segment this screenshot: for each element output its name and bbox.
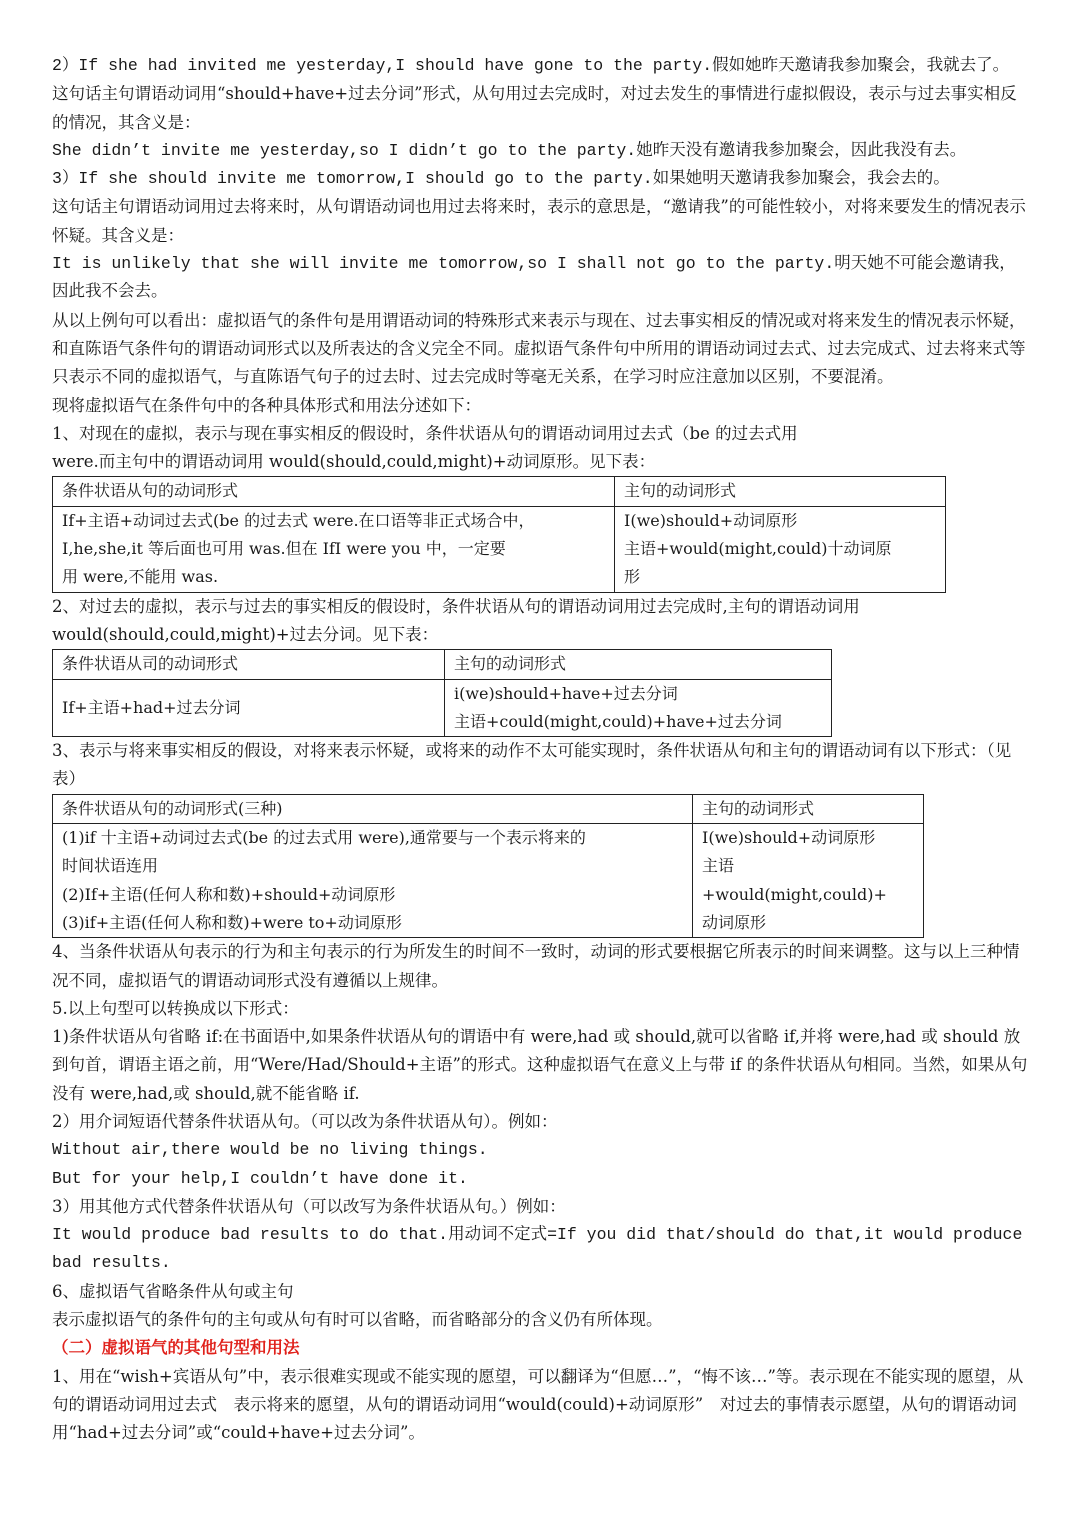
- paragraph: were.而主句中的谓语动词用 would(should,could,might)+动词原形。见下表：: [52, 452, 656, 472]
- table-cell: [693, 824, 924, 938]
- table-header-cell: 主句的动词形式: [693, 794, 924, 823]
- table-cell: [445, 679, 832, 737]
- table-row: [53, 679, 832, 737]
- table-header-cell: 条件状语从司的动词形式: [53, 650, 445, 679]
- paragraph: 3）用其他方式代替条件状语从句（可以改写为条件状语从句。）例如：: [52, 1196, 566, 1216]
- cell-line: 时间状语连用: [62, 856, 159, 876]
- paragraph: 3、表示与将来事实相反的假设，对将来表示怀疑，或将来的动作不太可能实现时，条件状语从句和主句的谓语动词有以下形式：（见表）: [52, 741, 1012, 789]
- paragraph: 2）If she had invited me yesterday,I should have gone to the party.假如她昨天邀请我参加聚会，我就去了。: [52, 56, 1010, 75]
- document-page: [52, 52, 1032, 1448]
- paragraph: 5.以上句型可以转换成以下形式：: [52, 998, 299, 1018]
- table-header-cell: 条件状语从句的动词形式(三种): [53, 794, 693, 823]
- paragraph: 从以上例句可以看出：虚拟语气的条件句是用谓语动词的特殊形式来表示与现在、过去事实相反的情况或对将来发生的情况表示怀疑，和直陈语气条件句的谓语动词形式以及所表达的含义完全不同。虚拟语气条件句中所用的谓语动词过去式、过去完成式、过去将来式等只表示不同的虚拟语气，与直陈语气句子的过去时、过去完成时等毫无关系，在学习时应注意加以区别，不要混淆。: [52, 310, 1026, 387]
- cell-line: (2)If+主语(任何人称和数)+should+动词原形: [62, 884, 396, 904]
- past-subjunctive-table: [52, 649, 832, 737]
- cell-line: I(we)should+动词原形: [624, 510, 798, 530]
- paragraph: 这句话主句谓语动词用过去将来时，从句谓语动词也用过去将来时，表示的意思是，“邀请我”的可能性较小，对将来要发生的情况表示怀疑。其含义是：: [52, 197, 1026, 245]
- table-header-row: [53, 650, 832, 679]
- paragraph: 6、虚拟语气省略条件从句或主句: [52, 1281, 294, 1301]
- paragraph: 这句话主句谓语动词用“should+have+过去分词”形式，从句用过去完成时，对过去发生的事情进行虚拟假设，表示与过去事实相反的情况，其含义是：: [52, 84, 1017, 132]
- cell-line: 主语+could(might,could)+have+过去分词: [454, 711, 782, 731]
- cell-line: I,he,she,it 等后面也可用 was.但在 IfI were you 中，一定要: [62, 539, 506, 559]
- paragraph: But for your help,I couldn’t have done it.: [52, 1168, 468, 1188]
- present-subjunctive-table: [52, 476, 946, 592]
- cell-line: (3)if+主语(任何人称和数)+were to+动词原形: [62, 912, 402, 932]
- table-row: [53, 506, 946, 592]
- cell-line: (1)if 十主语+动词过去式(be 的过去式用 were),通常要与一个表示将来的: [62, 828, 586, 848]
- paragraph: 1)条件状语从句省略 if:在书面语中,如果条件状语从句的谓语中有 were,had 或 should,就可以省略 if,并将 were,had 或 should 放到句首，谓语主语之前，用“Were/Had/Should+主语”的形式。这种虚拟语气在意义上与带 if 的条件状语从句相同。当然，如果从句没有 were,had,或 should,就不能省略 if.: [52, 1027, 1028, 1103]
- paragraph: 3）If she should invite me tomorrow,I should go to the party.如果她明天邀请我参加聚会，我会去的。: [52, 169, 950, 189]
- table-cell: If+主语+had+过去分词: [53, 679, 445, 737]
- paragraph: 2）用介词短语代替条件状语从句。（可以改为条件状语从句）。例如：: [52, 1111, 558, 1131]
- cell-line: +would(might,could)+: [702, 884, 887, 904]
- cell-line: 形: [624, 567, 641, 587]
- paragraph: 1、对现在的虚拟，表示与现在事实相反的假设时，条件状语从句的谓语动词用过去式（be 的过去式用: [52, 423, 798, 443]
- paragraph: 4、当条件状语从句表示的行为和主句表示的行为所发生的时间不一致时，动词的形式要根据它所表示的时间来调整。这与以上三种情况不同，虚拟语气的谓语动词形式没有遵循以上规律。: [52, 942, 1020, 990]
- cell-line: 动词原形: [702, 912, 767, 932]
- cell-line: 主语+would(might,could)十动词原: [624, 539, 892, 559]
- paragraph: It is unlikely that she will invite me tomorrow,so I shall not go to the party.明天她不可能会邀请我，因此我不会去。: [52, 254, 1016, 302]
- paragraph: 表示虚拟语气的条件句的主句或从句有时可以省略，而省略部分的含义仍有所体现。: [52, 1310, 663, 1330]
- table-row: [53, 824, 924, 938]
- future-subjunctive-table: [52, 794, 924, 938]
- paragraph: 现将虚拟语气在条件句中的各种具体形式和用法分述如下：: [52, 395, 481, 415]
- cell-line: If+主语+动词过去式(be 的过去式 were.在口语等非正式场合中，: [62, 510, 535, 530]
- table-header-row: [53, 477, 946, 506]
- table-cell: [53, 506, 615, 592]
- cell-line: 主语: [702, 856, 735, 876]
- paragraph: She didn’t invite me yesterday,so I didn’t go to the party.她昨天没有邀请我参加聚会，因此我没有去。: [52, 140, 967, 160]
- paragraph: 2、对过去的虚拟，表示与过去的事实相反的假设时，条件状语从句的谓语动词用过去完成时,主句的谓语动词用would(should,could,might)+过去分词。见下表：: [52, 596, 860, 644]
- table-header-cell: 条件状语从句的动词形式: [53, 477, 615, 506]
- table-cell: [53, 824, 693, 938]
- table-header-cell: 主句的动词形式: [615, 477, 946, 506]
- paragraph: 1、用在“wish+宾语从句”中，表示很难实现或不能实现的愿望，可以翻译为“但愿…”，“悔不该…”等。表示现在不能实现的愿望，从句的谓语动词用过去式 表示将来的愿望，从句的谓语动词用“would(could)+动词原形” 对过去的事情表示愿望，从句的谓语动词用“had+过去分词”或“could+have+过去分词”。: [52, 1366, 1024, 1443]
- table-cell: [615, 506, 946, 592]
- paragraph: Without air,there would be no living things.: [52, 1140, 488, 1160]
- cell-line: I(we)should+动词原形: [702, 828, 876, 848]
- paragraph: It would produce bad results to do that.用动词不定式=If you did that/should do that,it would produce bad results.: [52, 1225, 1023, 1273]
- cell-line: 用 were,不能用 was.: [62, 567, 219, 587]
- cell-line: i(we)should+have+过去分词: [454, 683, 678, 703]
- section-title: （二）虚拟语气的其他句型和用法: [52, 1338, 300, 1358]
- table-header-cell: 主句的动词形式: [445, 650, 832, 679]
- table-header-row: [53, 794, 924, 823]
